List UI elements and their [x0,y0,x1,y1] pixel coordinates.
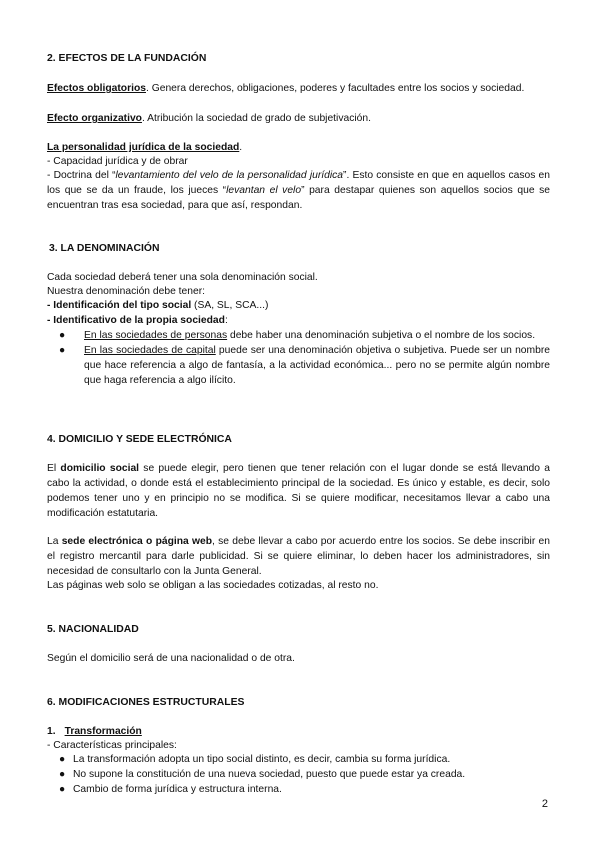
doctrina-text-a: - Doctrina del “ [47,170,116,181]
list-item [47,343,550,388]
list-item [47,767,550,782]
bullet-text: puede ser una denominación objetiva o subjetiva. Puede ser un nombre que hace referencia a algo de fantasía, a la actividad económica... pero no se permite algún nombre que haga referencia a algo ilícito. [84,345,550,386]
doctrina-italic-a: levantamiento del velo de la personalidad jurídica [115,170,344,181]
bullet-text: No supone la constitución de una nueva sociedad, puesto que puede estar ya creada. [73,769,466,780]
transformacion-bullets [47,752,550,797]
efecto-organizativo-text: . Atribución la sociedad de grado de subjetivación. [141,113,371,124]
bullet-icon: ● [59,784,66,795]
identificativo-propia-colon: : [224,315,228,326]
list-item [47,328,550,343]
personalidad-juridica-label: La personalidad jurídica de la sociedad [47,142,240,153]
personalidad-juridica-dot: . [239,142,243,153]
section-4-title: 4. DOMICILIO Y SEDE ELECTRÓNICA [47,434,232,445]
section-5-title: 5. NACIONALIDAD [47,624,139,635]
identificacion-tipo-label: - Identificación del tipo social [47,300,192,311]
personalidad-juridica-heading [47,140,550,155]
bullet-icon: ● [59,769,66,780]
transformacion-number: 1. [47,726,56,737]
identificacion-tipo-text: (SA, SL, SCA...) [191,300,269,311]
transformacion-heading [47,724,550,739]
nacionalidad-paragraph: Según el domicilio será de una nacionalidad o de otra. [47,653,295,664]
identificacion-tipo-line [47,298,550,313]
bullet-text: debe haber una denominación subjetiva o el nombre de los socios. [227,330,536,341]
domicilio-text-c: se puede elegir, pero tienen que tener relación con el lugar donde se está llevando a cabo la actividad, o donde está el establecimiento principal de la sociedad. Es único y estable, es decir, solo podemos tener uno y en principio no se modifica. Si se quiere modificar, necesitamos llevar a cabo una modificación estatutaria. [47,463,550,519]
efectos-obligatorios-text: . Genera derechos, obligaciones, poderes y facultades entre los socios y sociedad. [145,83,525,94]
doctrina-text-c: ” para destapar quienes son aquellos socios que se encuentran tras esa sociedad, para que así, respondan. [47,185,551,211]
denominacion-p2: Nuestra denominación debe tener: [47,286,205,297]
section-3-title: 3. LA DENOMINACIÓN [49,243,160,254]
bullet-text: Cambio de forma jurídica y estructura interna. [73,784,282,795]
bullet-underlined: En las sociedades de capital [84,345,216,356]
section-2-title: 2. EFECTOS DE LA FUNDACIÓN [47,53,207,64]
doctrina-italic-b: levantan el velo [226,185,302,196]
denominacion-p1: Cada sociedad deberá tener una sola denominación social. [47,272,318,283]
transformacion-title: Transformación [64,726,142,737]
efecto-organizativo-paragraph [47,111,550,126]
bullet-icon: ● [59,345,66,356]
efectos-obligatorios-paragraph [47,81,550,96]
denominacion-bullets [47,328,550,388]
bullet-text: La transformación adopta un tipo social distinto, es decir, cambia su forma jurídica. [73,754,451,765]
sede-text-c: , se debe llevar a cabo por acuerdo entre los socios. Se debe inscribir en el registro mercantil para darle publicidad. Si se quiere eliminar, lo deben hacer los administradores, sin necesidad de consultarlo con la Junta General. [47,536,550,577]
domicilio-text-a: El [47,463,61,474]
identificativo-propia-line [47,313,550,328]
capacidad-juridica-line: - Capacidad jurídica y de obrar [47,156,188,167]
section-6-title: 6. MODIFICACIONES ESTRUCTURALES [47,697,245,708]
sede-bold: sede electrónica o página web [61,536,213,547]
list-item [47,782,550,797]
domicilio-paragraph [47,461,550,521]
paginas-web-line: Las páginas web solo se obligan a las sociedades cotizadas, al resto no. [47,580,379,591]
bullet-icon: ● [59,754,66,765]
efecto-organizativo-label: Efecto organizativo [47,113,142,124]
bullet-underlined: En las sociedades de personas [84,330,228,341]
sede-text-a: La [47,536,62,547]
caracteristicas-line: - Características principales: [47,740,177,751]
doctrina-paragraph [47,168,550,213]
domicilio-bold: domicilio social [60,463,140,474]
doctrina-text-b: ”. Esto consiste en que en aquellos casos en los que se da un fraude, los jueces “ [47,170,550,196]
efectos-obligatorios-label: Efectos obligatorios [47,83,146,94]
page-number: 2 [541,798,548,810]
bullet-icon: ● [59,330,66,341]
list-item [47,752,550,767]
sede-electronica-paragraph [47,534,550,579]
identificativo-propia-label: - Identificativo de la propia sociedad [47,315,225,326]
